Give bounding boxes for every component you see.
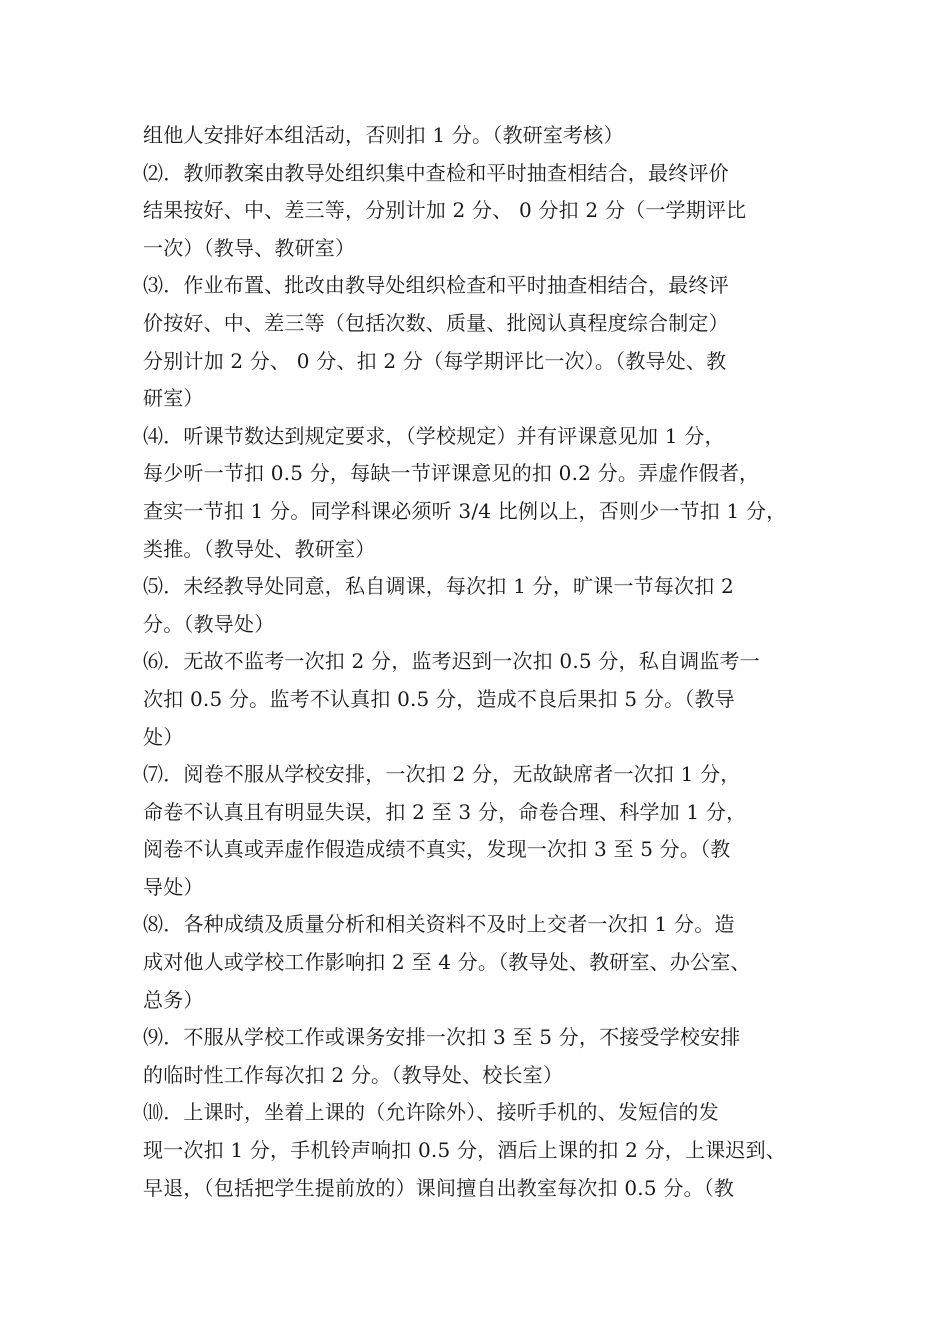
text-line: ⑶．作业布置、批改由教导处组织检查和平时抽查相结合，最终评 [143,273,729,298]
text-line: ⑵．教师教案由教导处组织集中查检和平时抽查相结合，最终评价 [143,160,729,185]
text-line: 导处） [143,874,204,899]
text-line: 价按好、中、差三等（包括次数、质量、批阅认真程度综合制定） [143,310,729,335]
text-line: 处） [143,724,184,749]
text-line: 查实一节扣 1 分。同学科课必须听 3/4 比例以上，否则少一节扣 1 分， [143,498,787,523]
text-line: 阅卷不认真或弄虚作假造成绩不真实，发现一次扣 3 至 5 分。（教 [143,837,731,862]
text-line: 类推。（教导处、教研室） [143,536,376,561]
text-line: 一次）（教导、教研室） [143,235,356,260]
text-line: 组他人安排好本组活动，否则扣 1 分。（教研室考核） [143,123,624,147]
text-line: 的临时性工作每次扣 2 分。（教导处、校长室） [143,1062,564,1087]
text-line: 研室） [143,386,204,411]
text-line: 分别计加 2 分、 0 分、扣 2 分（每学期评比一次）。（教导处、教 [143,348,727,373]
text-line: 现一次扣 1 分，手机铃声响扣 0.5 分，酒后上课的扣 2 分，上课迟到、 [143,1138,786,1163]
text-line: ⑺．阅卷不服从学校安排，一次扣 2 分，无故缺席者一次扣 1 分， [143,762,741,787]
body-text [143,117,833,1207]
text-line: ⑹．无故不监考一次扣 2 分，监考迟到一次扣 0.5 分，私自调监考一 [143,649,760,674]
text-line: ⑻．各种成绩及质量分析和相关资料不及时上交者一次扣 1 分。造 [143,912,735,937]
text-line: 早退，（包括把学生提前放的）课间擅自出教室每次扣 0.5 分。（教 [143,1175,735,1200]
text-line: 成对他人或学校工作影响扣 2 至 4 分。（教导处、教研室、办公室、 [143,950,751,975]
text-line: 次扣 0.5 分。监考不认真扣 0.5 分，造成不良后果扣 5 分。（教导 [143,686,735,711]
text-line: 每少听一节扣 0.5 分，每缺一节评课意见的扣 0.2 分。弄虚作假者， [143,461,760,486]
text-line: 结果按好、中、差三等，分别计加 2 分、 0 分扣 2 分（一学期评比 [143,198,747,223]
text-line: ⑼．不服从学校工作或课务安排一次扣 3 至 5 分，不接受学校安排 [143,1025,741,1050]
text-line: 总务） [143,987,204,1012]
text-line: ⑽．上课时，坐着上课的（允许除外）、接听手机的、发短信的发 [143,1100,719,1125]
text-line: 分。（教导处） [143,611,275,636]
text-line: ⑸．未经教导处同意，私自调课，每次扣 1 分，旷课一节每次扣 2 [143,574,734,599]
text-line: 命卷不认真且有明显失误，扣 2 至 3 分，命卷合理、科学加 1 分， [143,799,747,824]
text-line: ⑷．听课节数达到规定要求，（学校规定）并有评课意见加 1 分， [143,423,725,448]
